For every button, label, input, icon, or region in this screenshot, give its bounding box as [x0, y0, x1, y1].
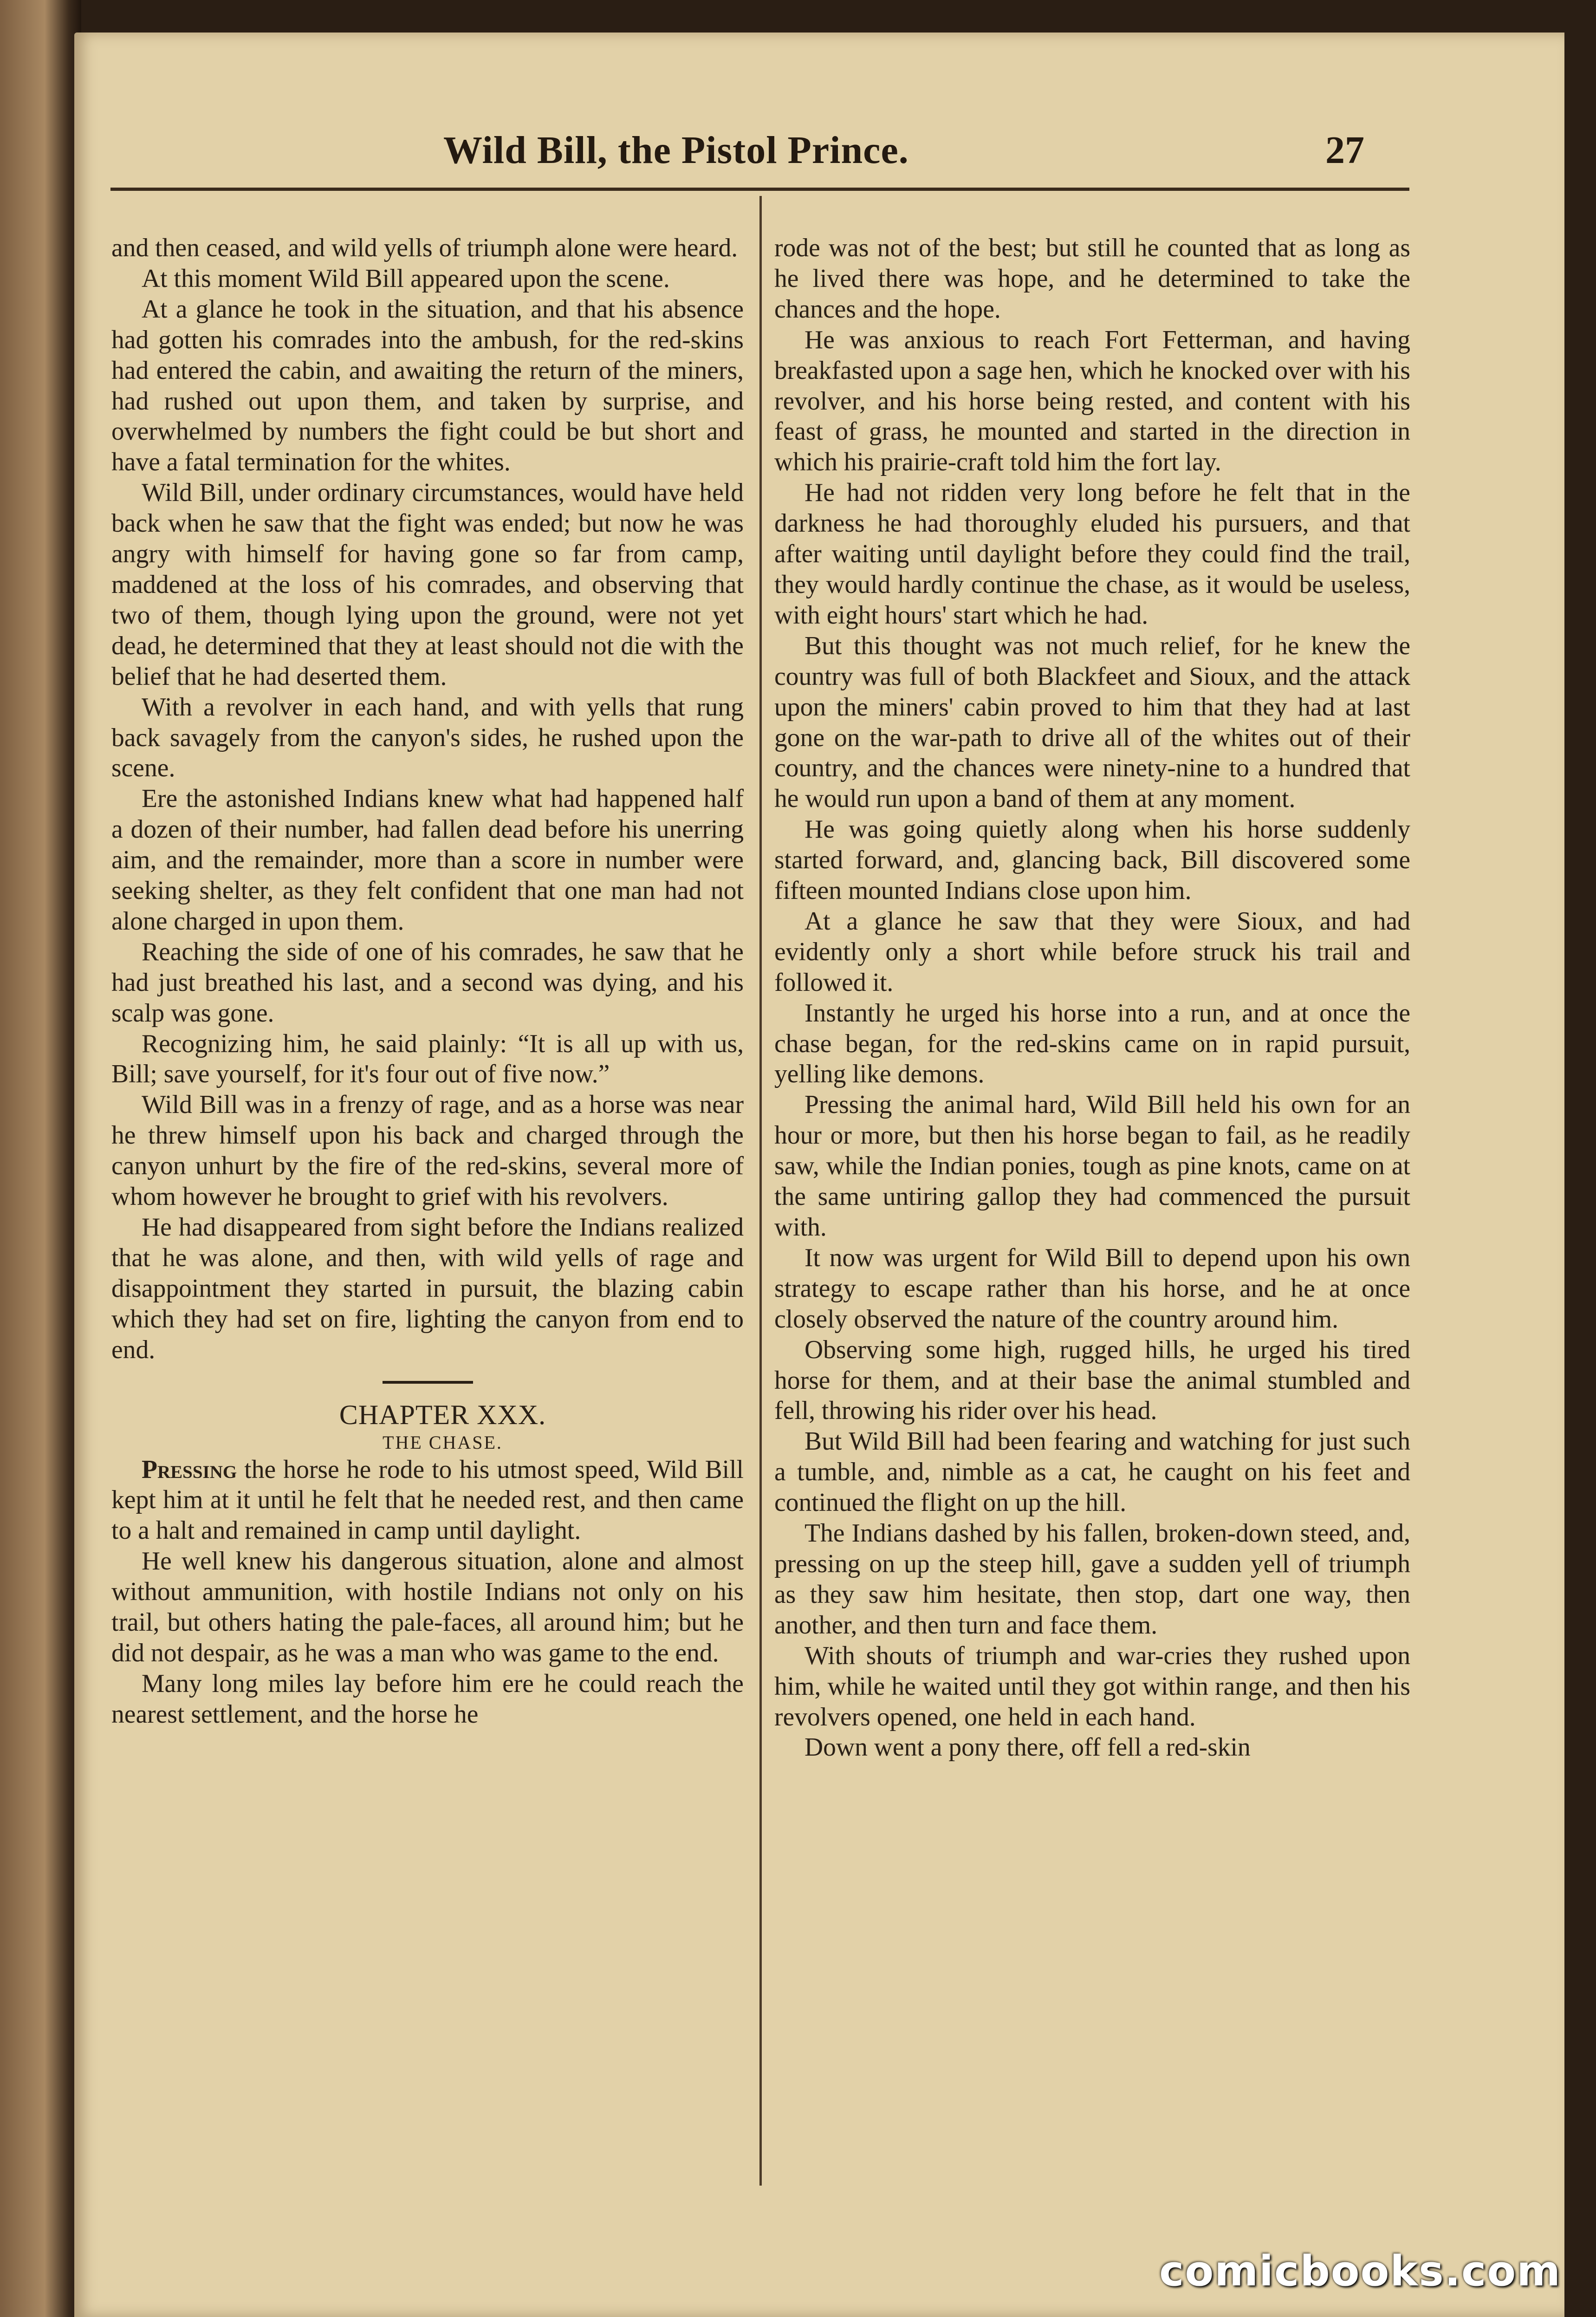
paragraph: But this thought was not much relief, for he knew the country was full of both Blackfeet and Sioux, and the attack upon the miners' cabin proved to him that they had at last gone on the war-path to drive all of the whites out of their country, and the chances were ninety-nine to a hundred that he would run upon a band of them at any moment.	[774, 631, 1410, 814]
paragraph: He had not ridden very long before he felt that in the darkness he had thoroughly eluded his pursuers, and that after waiting until daylight before they could find the trail, they would hardly continue the chase, as it would be useless, with eight hours' start which he had.	[774, 478, 1410, 630]
paragraph: He was going quietly along when his horse suddenly started forward, and, glancing back, Bill discovered some fifteen mounted Indians close upon him.	[774, 815, 1410, 905]
watermark: comicbooks.com	[1159, 2247, 1561, 2296]
paragraph: At this moment Wild Bill appeared upon the scene.	[142, 264, 670, 293]
paragraph: Recognizing him, he said plainly: “It is all up with us, Bill; save yourself, for it's four out of five now.”	[111, 1029, 744, 1089]
paragraph: It now was urgent for Wild Bill to depend upon his own strategy to escape rather than his horse, and he at once closely observed the nature of the country around him.	[774, 1243, 1410, 1334]
paragraph: At a glance he saw that they were Sioux, and had evidently only a short while before struck his trail and followed it.	[774, 906, 1410, 997]
paragraph: and then ceased, and wild yells of triumph alone were heard.	[111, 234, 738, 262]
paragraph: Observing some high, rugged hills, he urged his tired horse for them, and at their base the animal stumbled and fell, throwing his rider over his head.	[774, 1335, 1410, 1425]
paragraph: Many long miles lay before him ere he could reach the nearest settlement, and the horse he	[111, 1669, 744, 1729]
paragraph: Wild Bill, under ordinary circumstances, would have held back when he saw that the fight was ended; but now he was angry with himself for having gone so far from camp, maddened at the loss of his comrades, and observing that two of them, though lying upon the ground, were not yet dead, he determined that they at least should not die with the belief that he had deserted them.	[111, 478, 744, 691]
chapter-subtitle: THE CHASE.	[383, 1432, 503, 1453]
paragraph: He well knew his dangerous situation, alone and almost without ammunition, with hostile Indians not only on his trail, but others hating the pale-faces, all around him; but he did not despair, as he was a man who was game to the end.	[111, 1547, 744, 1667]
column-divider	[759, 196, 762, 2186]
paragraph: With shouts of triumph and war-cries they rushed upon him, while he waited until they got within range, and then his revolvers opened, one held in each hand.	[774, 1641, 1410, 1731]
paragraph: Down went a pony there, off fell a red-skin	[804, 1733, 1251, 1762]
paragraph: At a glance he took in the situation, and that his absence had gotten his comrades into the ambush, for the red-skins had entered the cabin, and awaiting the return of the miners, had rushed out upon them, and taken by surprise, and overwhelmed by numbers the fight could be but short and have a fatal termination for the whites.	[111, 294, 744, 477]
lead-word: Pressing	[142, 1455, 237, 1484]
section-separator	[383, 1381, 473, 1384]
paragraph: But Wild Bill had been fearing and watching for just such a tumble, and, nimble as a cat, he caught on his feet and continued the flight on up the hill.	[774, 1427, 1410, 1517]
paragraph: Instantly he urged his horse into a run, and at once the chase began, for the red-skins came on in rapid pursuit, yelling like demons.	[774, 998, 1410, 1089]
chapter-opening-paragraph	[111, 1455, 744, 1547]
book-spine	[0, 0, 81, 2317]
paragraph: With a revolver in each hand, and with yells that rung back savagely from the canyon's sides, he rushed upon the scene.	[111, 692, 744, 783]
left-column	[111, 233, 744, 1730]
page-number: 27	[1325, 129, 1364, 172]
paragraph: Ere the astonished Indians knew what had happened half a dozen of their number, had fallen dead before his unerring aim, and the remainder, more than a score in number were seeking shelter, as they felt confident that one man had not alone charged in upon them.	[111, 784, 744, 936]
running-title: Wild Bill, the Pistol Prince.	[443, 129, 909, 172]
paragraph: He had disappeared from sight before the Indians realized that he was alone, and then, with wild yells of rage and disappointment they started in pursuit, the blazing cabin which they had set on fire, lighting the canyon from end to end.	[111, 1213, 744, 1364]
header-rule	[110, 188, 1409, 191]
paragraph-text: the horse he rode to his utmost speed, Wild Bill kept him at it until he felt that he needed rest, and then came to a halt and remained in camp until daylight.	[111, 1455, 744, 1545]
paragraph: Pressing the animal hard, Wild Bill held his own for an hour or more, but then his horse began to fail, as he readily saw, while the Indian ponies, tough as pine knots, came on at the same untiring gallop they had commenced the pursuit with.	[774, 1090, 1410, 1242]
paragraph: He was anxious to reach Fort Fetterman, and having breakfasted upon a sage hen, which he knocked over with his revolver, and his horse being rested, and content with his feast of grass, he mounted and started in the direction in which his prairie-craft told him the fort lay.	[774, 325, 1410, 477]
paragraph: The Indians dashed by his fallen, broken-down steed, and, pressing on up the steep hill, gave a sudden yell of triumph as they saw him hesitate, then stop, dart one way, then another, and then turn and face them.	[774, 1519, 1410, 1640]
paragraph: Reaching the side of one of his comrades, he saw that he had just breathed his last, and a second was dying, and his scalp was gone.	[111, 937, 744, 1028]
paragraph: rode was not of the best; but still he counted that as long as he lived there was hope, and he determined to take the chances and the hope.	[774, 234, 1410, 324]
right-column	[774, 233, 1410, 1763]
paragraph: Wild Bill was in a frenzy of rage, and as a horse was near he threw himself upon his back and charged through the canyon unhurt by the fire of the red-skins, several more of whom however he brought to grief with his revolvers.	[111, 1090, 744, 1211]
chapter-title: CHAPTER XXX.	[339, 1399, 546, 1430]
